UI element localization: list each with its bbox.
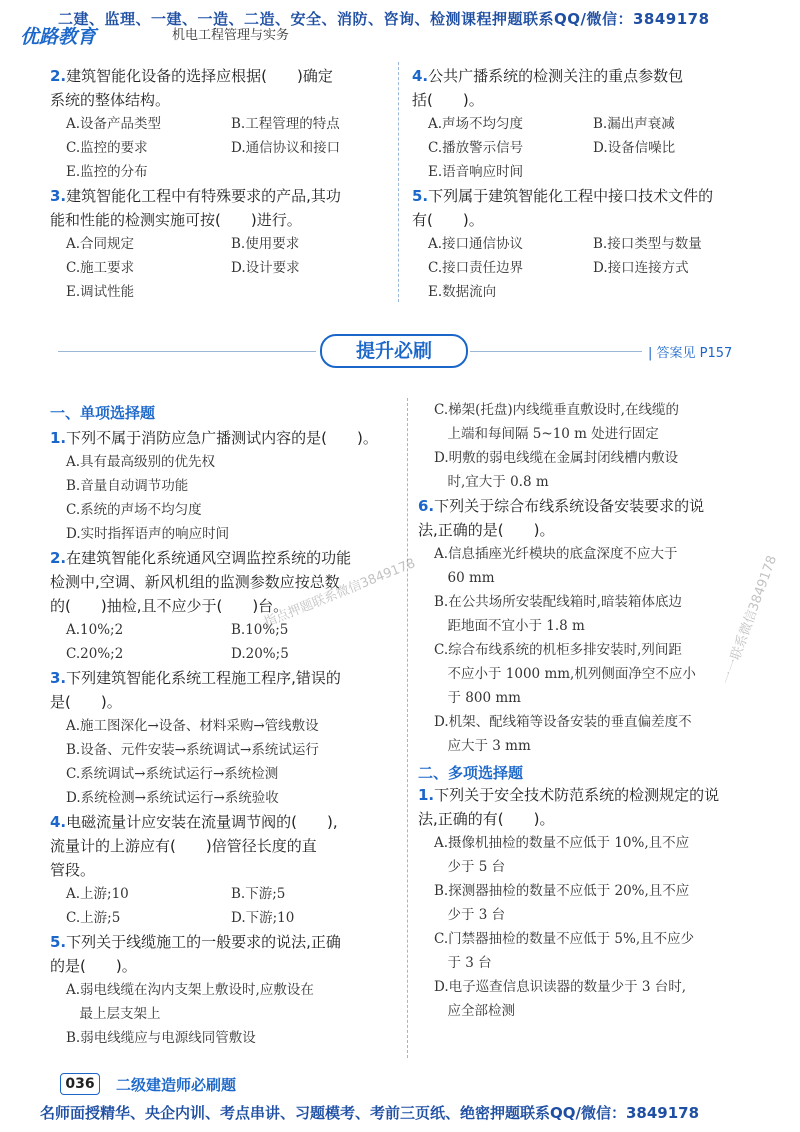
question-number: 2. [50,549,67,567]
option-row [418,422,758,446]
option-row [418,855,758,879]
answer-option: D.下游;10 [231,910,295,926]
answer-option: B.使用要求 [231,236,300,252]
answer-option: B.探测器抽检的数量不应低于 20%,且不应 [434,883,690,899]
option-row [50,738,395,762]
answer-option: A.接口通信协议 [428,236,524,252]
question [418,783,758,1023]
answer-option: C.监控的要求 [66,140,148,156]
option-row [412,256,752,280]
answer-option: B.设备、元件安装→系统调试→系统试运行 [66,742,319,758]
option-row [418,927,758,951]
publisher-logo: 优路教育 [20,26,97,48]
answer-option: C.20%;2 [66,646,124,662]
question-stem-line [50,88,390,112]
question-text: 下列属于建筑智能化工程中接口技术文件的 [428,187,714,205]
option-row [418,662,758,686]
question-number: 2. [50,67,67,85]
top-left-questions [50,64,390,304]
question-text: 在建筑智能化系统通风空调监控系统的功能 [66,549,352,567]
option-row [50,256,390,280]
section-rule-right [470,351,642,352]
top-right-questions [412,64,752,304]
answer-option: 距地面不宜小于 1.8 m [434,618,585,634]
question-text: 的( )抽检,且不应少于( )台。 [50,597,289,615]
question-text: 建筑智能化设备的选择应根据( )确定 [66,67,333,85]
option-row [418,951,758,975]
answer-option: C.接口责任边界 [428,260,524,276]
question-text: 公共广播系统的检测关注的重点参数包 [428,67,684,85]
answer-reference: | 答案见 P157 [648,346,733,361]
question-text: 法,正确的是( )。 [418,521,555,539]
answer-option: C.系统调试→系统试运行→系统检测 [66,766,279,782]
answer-option: 于 3 台 [434,955,492,971]
question-stem-line [412,208,752,232]
answer-option: D.接口连接方式 [593,260,689,276]
option-row [50,978,395,1002]
answer-option: B.下游;5 [231,886,286,902]
question-number: 3. [50,669,67,687]
question-stem-line [412,88,752,112]
question-stem-line [50,666,395,690]
option-row [418,566,758,590]
option-row [50,1002,395,1026]
option-row [50,786,395,810]
question-text: 的是( )。 [50,957,137,975]
answer-option: A.弱电线缆在沟内支架上敷设时,应敷设在 [66,982,314,998]
question [50,64,390,184]
multiple-choice-title: 二、多项选择题 [418,764,524,782]
option-row [412,280,752,304]
answer-option: E.语音响应时间 [428,164,524,180]
question [418,494,758,758]
question-stem-line [50,834,395,858]
answer-option: A.10%;2 [66,622,124,638]
answer-option: C.门禁器抽检的数量不应低于 5%,且不应少 [434,931,695,947]
option-row [50,618,395,642]
answer-option: D.设计要求 [231,260,300,276]
column-divider [398,62,399,302]
answer-option: B.音量自动调节功能 [66,478,189,494]
option-row [418,638,758,662]
answer-option: C.梯架(托盘)内线缆垂直敷设时,在线缆的 [434,402,679,418]
answer-option: 不应小于 1000 mm,机列侧面净空不应小 [434,666,696,682]
question-stem-line [50,184,390,208]
section-badge: 提升必刷 [320,334,468,368]
question-number: 5. [50,933,67,951]
answer-option: A.摄像机抽检的数量不应低于 10%,且不应 [434,835,690,851]
watermark: 指点押题联系微信3849178 [261,556,418,631]
question-text: 括( )。 [412,91,484,109]
answer-option: C.综合布线系统的机柜多排安装时,列间距 [434,642,682,658]
answer-option: D.机架、配线箱等设备安装的垂直偏差度不 [434,714,692,730]
question [50,930,395,1050]
option-row [50,1026,395,1050]
question-text: 建筑智能化工程中有特殊要求的产品,其功 [66,187,341,205]
answer-option: C.上游;5 [66,910,121,926]
question-number: 6. [418,497,435,515]
option-row [418,831,758,855]
question-stem-line [418,518,758,542]
answer-option: A.合同规定 [66,236,135,252]
option-row [50,522,395,546]
question-text: 下列关于线缆施工的一般要求的说法,正确 [66,933,341,951]
answer-option: C.播放警示信号 [428,140,524,156]
bottom-banner: 名师面授精华、央企内训、考点串讲、习题模考、考前三页纸、绝密押题联系QQ/微信：3849178 [40,1104,700,1122]
option-row [418,614,758,638]
book-title: 二级建造师必刷题 [116,1076,237,1094]
option-row [412,136,752,160]
question [412,64,752,184]
question-stem-line [50,690,395,714]
option-row [412,232,752,256]
option-row [50,136,390,160]
option-row [50,642,395,666]
column-divider [407,398,408,1058]
option-row [50,882,395,906]
question-stem-line [50,954,395,978]
answer-option: A.信息插座光纤模块的底盒深度不应大于 [434,546,678,562]
option-row [50,498,395,522]
answer-option: 少于 3 台 [434,907,506,923]
top-banner: 二建、监理、一建、一造、二造、安全、消防、咨询、检测课程押题联系QQ/微信：3849178 [58,10,710,28]
question-text: 法,正确的有( )。 [418,810,555,828]
question-text: 能和性能的检测实施可按( )进行。 [50,211,302,229]
answer-option: A.具有最高级别的优先权 [66,454,216,470]
question-number: 1. [418,786,435,804]
option-row [50,906,395,930]
answer-option: 60 mm [434,570,495,586]
question-stem-line [50,426,395,450]
page-number: 036 [60,1073,100,1095]
question-text: 管段。 [50,861,96,879]
question [412,184,752,304]
answer-option: D.设备信噪比 [593,140,676,156]
question-stem-line [50,810,395,834]
answer-option: B.漏出声衰减 [593,116,675,132]
answer-option: 应大于 3 mm [434,738,531,754]
answer-option: D.20%;5 [231,646,289,662]
question-stem-line [50,858,395,882]
answer-option: C.施工要求 [66,260,135,276]
question [50,426,395,546]
option-row [50,762,395,786]
option-row [50,474,395,498]
answer-option: 上端和每间隔 5~10 m 处进行固定 [434,426,659,442]
option-row [418,734,758,758]
answer-option: 少于 5 台 [434,859,506,875]
subject-title: 机电工程管理与实务 [172,28,290,43]
option-row [50,112,390,136]
option-row [418,446,758,470]
question-text: 下列关于综合布线系统设备安装要求的说 [434,497,705,515]
answer-option: A.声场不均匀度 [428,116,524,132]
answer-option: D.系统检测→系统试运行→系统验收 [66,790,279,806]
option-row [50,232,390,256]
question-text: 流量计的上游应有( )倍管径长度的直 [50,837,317,855]
question-text: 系统的整体结构。 [50,91,171,109]
question-text: 下列建筑智能化系统工程施工程序,错误的 [66,669,341,687]
question-stem-line [418,783,758,807]
option-row [418,470,758,494]
question-text: 检测中,空调、新风机组的监测参数应按总数 [50,573,340,591]
option-row [418,999,758,1023]
answer-option: A.施工图深化→设备、材料采购→管线敷设 [66,718,319,734]
question-stem-line [50,208,390,232]
single-choice-title: 一、单项选择题 [50,404,156,422]
answer-option: D.电子巡查信息识读器的数量少于 3 台时, [434,979,687,995]
answer-option: D.明敷的弱电线缆在金属封闭线槽内敷设 [434,450,679,466]
question-number: 4. [412,67,429,85]
option-row [418,542,758,566]
answer-option: 最上层支架上 [66,1006,161,1022]
answer-option: B.10%;5 [231,622,289,638]
option-row [412,160,752,184]
question-text: 电磁流量计应安装在流量调节阀的( ), [66,813,338,831]
question-stem-line [412,184,752,208]
question [50,666,395,810]
option-row [418,590,758,614]
option-row [418,975,758,999]
answer-option: 应全部检测 [434,1003,515,1019]
option-row [50,714,395,738]
answer-option: B.工程管理的特点 [231,116,340,132]
answer-option: E.监控的分布 [66,164,148,180]
option-row [50,160,390,184]
question-text: 下列不属于消防应急广播测试内容的是( )。 [66,429,378,447]
option-row [418,710,758,734]
option-row [418,398,758,422]
right-column-questions [418,398,758,1023]
answer-option: D.通信协议和接口 [231,140,341,156]
question-stem-line [418,807,758,831]
option-row [412,112,752,136]
answer-option: E.调试性能 [66,284,135,300]
option-row [418,686,758,710]
question-number: 3. [50,187,67,205]
question-stem-line [50,64,390,88]
answer-option: E.数据流向 [428,284,497,300]
answer-option: B.在公共场所安装配线箱时,暗装箱体底边 [434,594,683,610]
watermark: 一一联系微信3849178 [719,553,781,687]
question-number: 4. [50,813,67,831]
question-stem-line [412,64,752,88]
question [50,184,390,304]
question-stem-line [50,930,395,954]
question [50,546,395,666]
question-text: 有( )。 [412,211,484,229]
option-row [50,450,395,474]
question-number: 5. [412,187,429,205]
question-stem-line [50,546,395,570]
question-text: 是( )。 [50,693,122,711]
answer-option: A.上游;10 [66,886,129,902]
answer-option: D.实时指挥语声的响应时间 [66,526,230,542]
answer-option: C.系统的声场不均匀度 [66,502,202,518]
answer-option: 于 800 mm [434,690,521,706]
question [50,810,395,930]
answer-option: 时,宜大于 0.8 m [434,474,549,490]
question-text: 下列关于安全技术防范系统的检测规定的说 [434,786,720,804]
single-choice-questions [50,426,395,1050]
question-stem-line [418,494,758,518]
section-rule-left [58,351,316,352]
answer-option: B.接口类型与数量 [593,236,702,252]
answer-option: A.设备产品类型 [66,116,162,132]
option-row [418,879,758,903]
option-row [50,280,390,304]
question-number: 1. [50,429,67,447]
answer-option: B.弱电线缆应与电源线同管敷设 [66,1030,256,1046]
option-row [418,903,758,927]
